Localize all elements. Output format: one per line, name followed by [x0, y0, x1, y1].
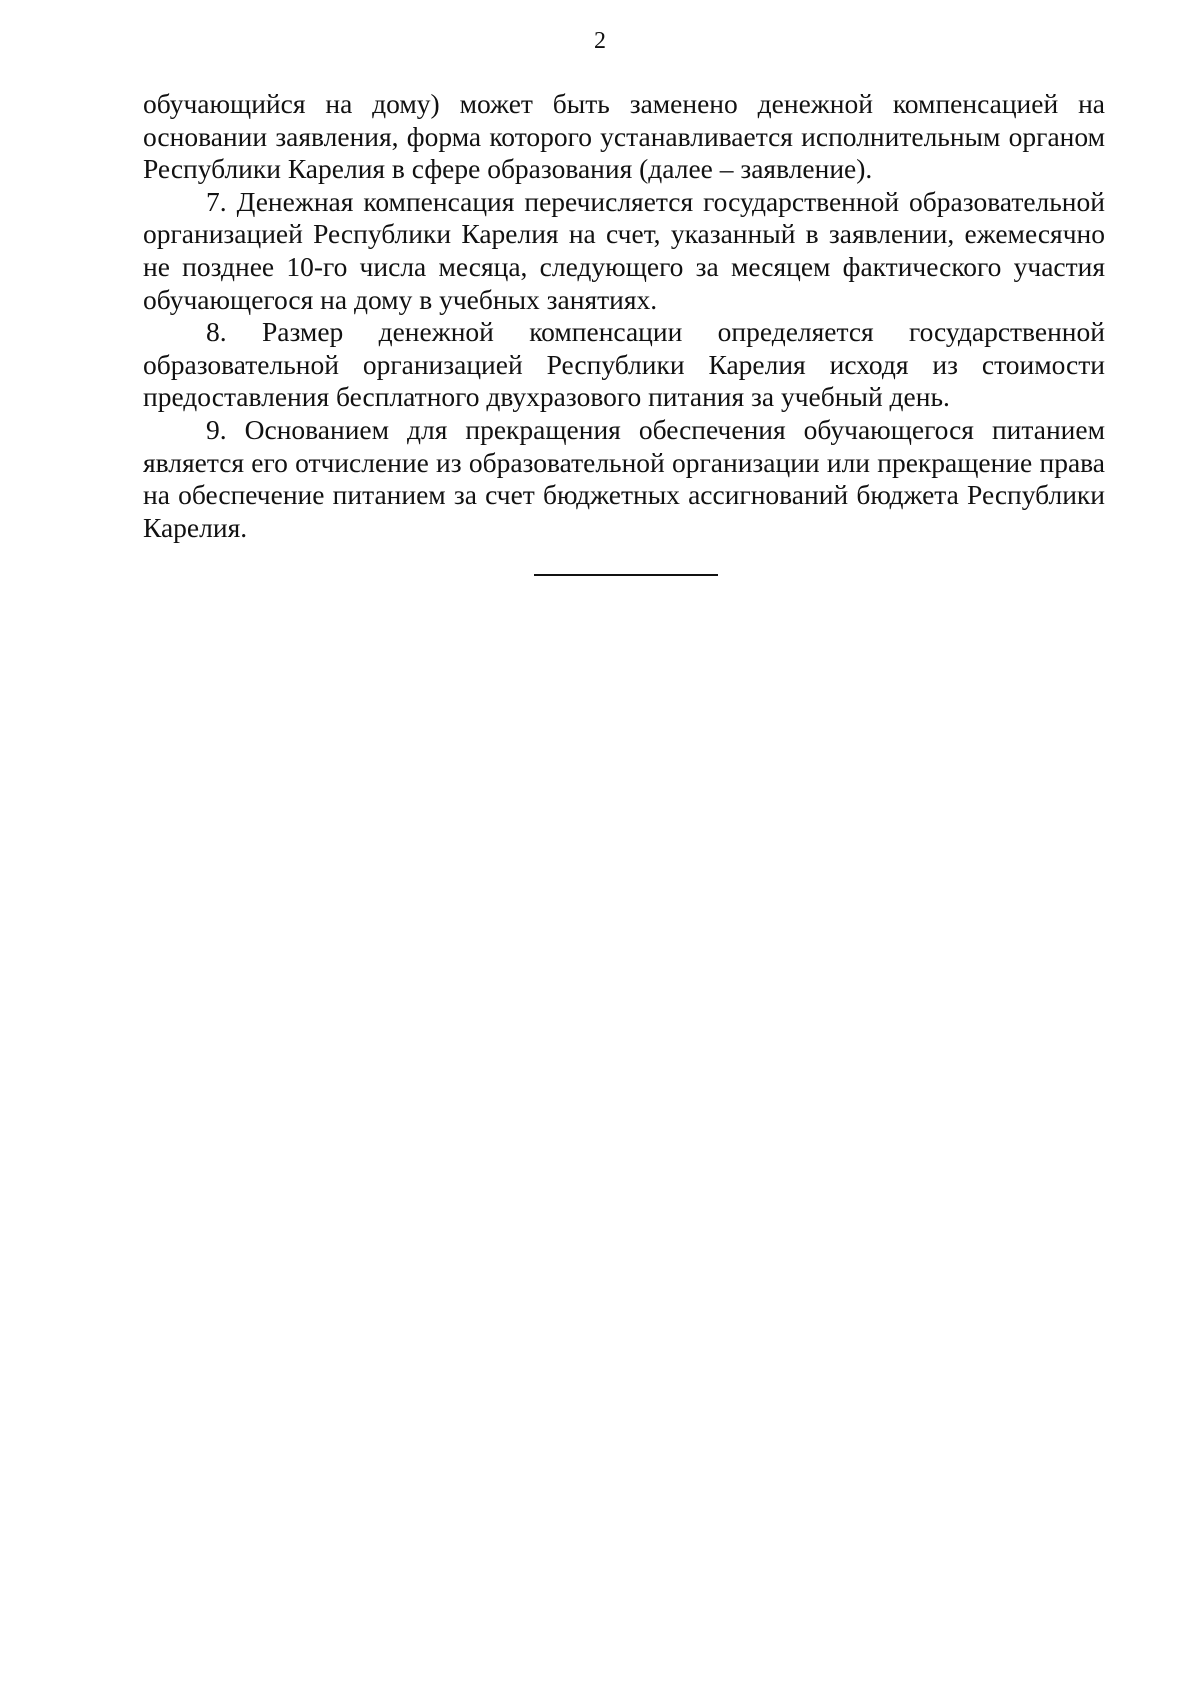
- paragraph-continuation: обучающийся на дому) может быть заменено денежной компенсацией на основании заявления, форма которого устанавливается исполнительным органом Республики Карелия в сфере образования (далее – заявление).: [143, 88, 1105, 185]
- page-number: 2: [594, 28, 606, 54]
- paragraph-item-7: 7. Денежная компенсация перечисляется государственной образовательной организацией Республики Карелия на счет, указанный в заявлении, ежемесячно не позднее 10-го числа месяца, следующего за месяцем фактического участия обучающегося на дому в учебных занятиях.: [143, 185, 1105, 315]
- document-body: [143, 88, 1105, 544]
- end-of-text-rule: [534, 574, 718, 576]
- paragraph-item-9: 9. Основанием для прекращения обеспечения обучающегося питанием является его отчисление из образовательной организации или прекращение права на обеспечение питанием за счет бюджетных ассигнований бюджета Республики Карелия.: [143, 413, 1105, 543]
- paragraph-item-8: 8. Размер денежной компенсации определяется государственной образовательной организацией Республики Карелия исходя из стоимости предоставления бесплатного двухразового питания за учебный день.: [143, 316, 1105, 413]
